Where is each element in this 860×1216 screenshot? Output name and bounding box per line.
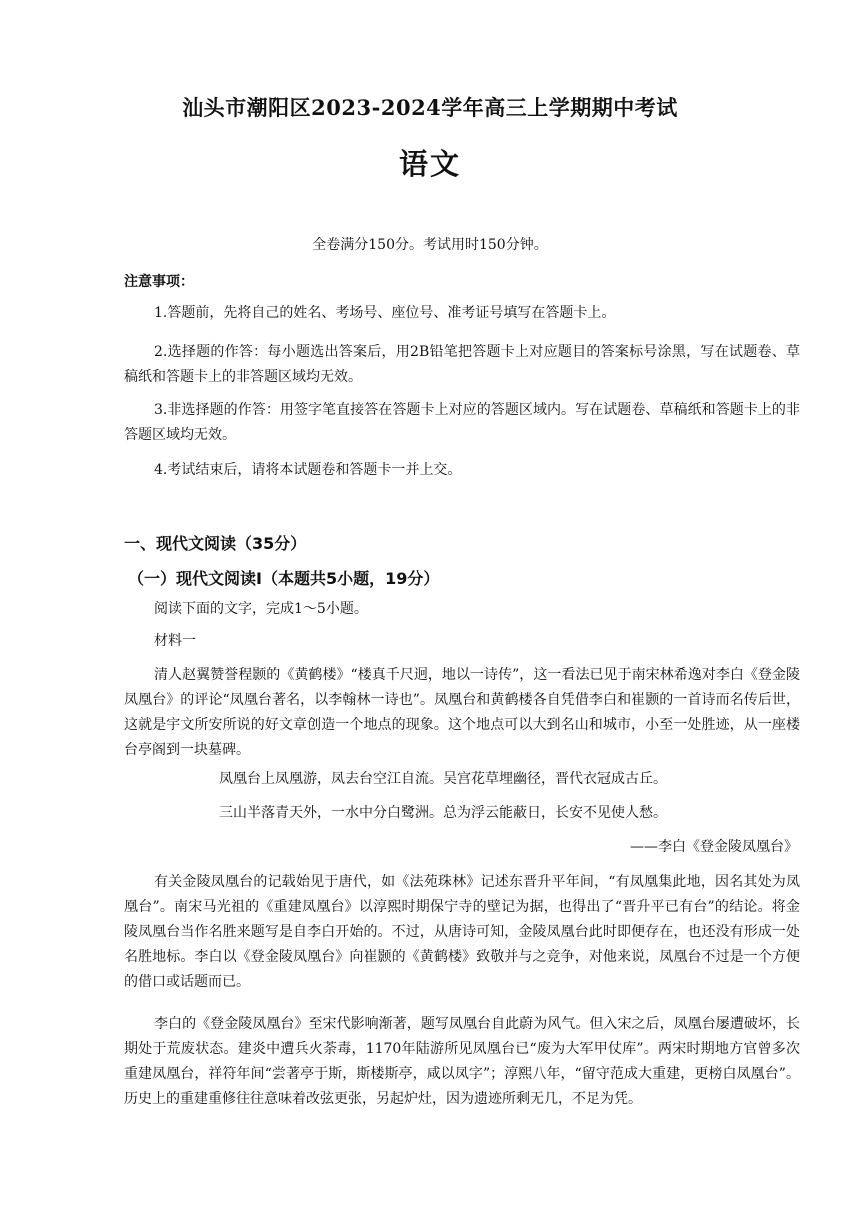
section-heading: 一、现代文阅读（35分） [124, 534, 307, 553]
reading-instruction: 阅读下面的文字，完成1～5小题。 [154, 601, 368, 617]
poem-attribution: ——李白《登金陵凤凰台》 [630, 839, 798, 855]
notes-heading: 注意事项： [124, 274, 194, 290]
material-label: 材料一 [154, 633, 196, 649]
paragraph-3: 李白的《登金陵凤凰台》至宋代影响渐著，题写凤凰台自此蔚为风气。但入宋之后，凤凰台屡遭破坏，长期处于荒废状态。建炎中遭兵火荼毒，1170年陆游所见凤凰台已“废为大军甲仗库”。两宋时期地方官曾多次重建凤凰台，祥符年间“尝著亭于斯，斯楼斯亭，咸以凤字”；淳熙八年，“留守范成大重建，更榜白凤凰台”。历史上的重建重修往往意味着改弦更张，另起炉灶，因为遗迹所剩无几，不足为凭。 [124, 1016, 800, 1107]
exam-info: 全卷满分150分。考试用时150分钟。 [312, 237, 548, 253]
poem-line-1: 凤凰台上凤凰游，凤去台空江自流。吴宫花草埋幽径，晋代衣冠成古丘。 [219, 771, 667, 787]
paragraph-1: 清人赵翼赞誉程颢的《黄鹤楼》“楼真千尺迥，地以一诗传”，这一看法已见于南宋林希逸对李白《登金陵凤凰台》的评论“凤凰台著名，以李翰林一诗也”。凤凰台和黄鹤楼各自凭借李白和崔颢的一首诗而名传后世，这就是宇文所安所说的好文章创造一个地点的现象。这个地点可以大到名山和城市，小至一处胜迹，从一座楼台亭阁到一块墓碑。 [124, 667, 800, 758]
subsection-heading: （一）现代文阅读Ⅰ（本题共5小题，19分） [128, 569, 440, 588]
note-item-1: 1.答题前，先将自己的姓名、考场号、座位号、准考证号填写在答题卡上。 [154, 305, 616, 321]
note-item-4: 4.考试结束后，请将本试题卷和答题卡一并上交。 [154, 462, 462, 478]
note-item-2: 2.选择题的作答：每小题选出答案后，用2B铅笔把答题卡上对应题目的答案标号涂黑，写在试题卷、草稿纸和答题卡上的非答题区域均无效。 [124, 344, 800, 385]
note-item-3: 3.非选择题的作答：用签字笔直接答在答题卡上对应的答题区域内。写在试题卷、草稿纸和答题卡上的非答题区域均无效。 [124, 402, 800, 443]
paragraph-2: 有关金陵凤凰台的记载始见于唐代，如《法苑珠林》记述东晋升平年间，“有凤凰集此地，因名其处为凤凰台”。南宋马光祖的《重建凤凰台》以淳熙时期保宁寺的壁记为据，也得出了“晋升平已有台”的结论。将金陵凤凰台当作名胜来题写是自李白开始的。不过，从唐诗可知，金陵凤凰台此时即便存在，也还没有形成一处名胜地标。李白以《登金陵凤凰台》向崔颢的《黄鹤楼》致敬并与之竞争，对他来说，凤凰台不过是一个方便的借口或话题而已。 [124, 874, 800, 990]
poem-line-2: 三山半落青天外，一水中分白鹭洲。总为浮云能蔽日，长安不见使人愁。 [219, 805, 667, 821]
exam-title: 汕头市潮阳区2023-2024学年高三上学期期中考试 [182, 95, 678, 120]
subject-title: 语文 [398, 147, 461, 181]
